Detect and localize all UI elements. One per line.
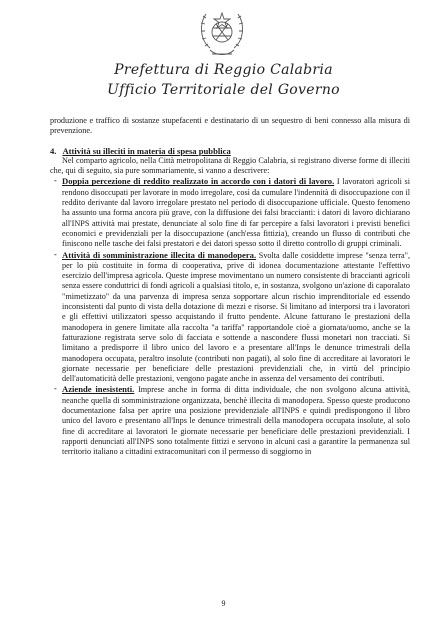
italian-republic-emblem-icon <box>196 4 248 60</box>
list-item-text: I lavoratori agricoli si rendono disoccupati per lavorare in modo irregolare, così da cumulare l'indennità di disoccupazione con il reddito derivante dal lavoro irregolare prestato nel periodo di disoccupazione ufficiale. Questo fenomeno ha assunto una forma ancora più grave, con la diffusione dei falsi braccianti: i datori di lavoro dichiarano all'INPS attività mai prestate, denunciate al solo fine di far percepire a falsi lavoratori i previsti benefici economici e previdenziali per la disoccupazione (anch'essa fittizia), creando un flusso di contributi che finiscono nelle tasche dei falsi prestatori e dei datori spesso sotto il diretto controllo di gruppi criminali. <box>62 177 410 249</box>
list-item-text: Imprese anche in forma di ditta individuale, che non svolgono alcuna attività, neanche quella di somministrazione organizzata, benchè illecita di manodopera. Spesso queste producono documentazione falsa per aprire una posizione previdenziale all'INPS e quindi predispongono il libro unico del lavoro e presentano all'Inps le denunce trimestrali della manodopera occupata insolute, al solo fine di accreditare ai lavoratori le giornate necessarie per beneficiare delle prestazioni previdenziali. I rapporti denunciati all'INPS sono totalmente fittizi e servono in alcuni casi a garantire la permanenza sul territorio italiano a cittadini extracomunitari con il permesso di soggiorno in <box>62 385 411 457</box>
list-item-title: Aziende inesistenti. <box>62 384 135 395</box>
document-body <box>50 116 410 458</box>
list-item <box>50 384 410 457</box>
intro-paragraph: produzione e traffico di sostanze stupefacenti e destinatario di un sequestro di beni connesso alla misura di prevenzione. <box>50 116 410 136</box>
list-item-text: Svolta dalle cosiddette imprese "senza terra", per lo più costituite in forma di cooperativa, prive di idonea documentazione attestante l'effettivo esercizio dell'impresa agricola. Queste imprese movimentano un numero consistente di braccianti agricoli senza essere conduttrici di fondi agricoli a qualsiasi titolo, e, in sostanza, svolgono un'azione di caporalato "mimetizzato" da una parvenza di impresa senza sopportare alcun rischio imprenditoriale ed essendo inconsistenti dal punto di vista della dotazione di mezzi e risorse. Si limitano ad interporsi tra i lavoratori e gli effettivi utilizzatori spesso acquistando il frutto pendente. Alcune fatturano le prestazioni della manodopera in genere limitate alla raccolta "a tariffa" rapportandole cioè a giornata/uomo, anche se la fatturazione registrata serve solo di facciata e sottende a nascondere flussi monetari non tracciati. Si limitano a predisporre il libro unico del lavoro e a presentare all'Inps le denunce trimestrali della manodopera occupata, peraltro insolute (contributi non pagati), al solo fine di accreditare ai lavoratori le giornate necessarie per beneficiare delle prestazioni previdenziali che, in virtù del principio dell'automaticità delle prestazioni, vengono pagate anche in assenza del versamento dei contributi. <box>62 250 410 384</box>
list-item <box>50 250 410 385</box>
section-lead: Nel comparto agricolo, nella Città metropolitana di Reggio Calabria, si registrano diverse forme di illeciti che, qui di seguito, sia pure sommariamente, si vanno a descrivere: <box>50 155 410 176</box>
list-item-title: Doppia percezione di reddito realizzato in accordo con i datori di lavoro. <box>62 176 335 187</box>
bullet-dash: - <box>54 176 57 186</box>
bullet-dash: - <box>54 249 57 259</box>
section-title: Attività su illeciti in materia di spesa pubblica <box>62 145 231 156</box>
header-ufficio: Ufficio Territoriale del Governo <box>107 82 340 98</box>
section-heading <box>50 146 410 156</box>
page-number: 9 <box>221 599 226 608</box>
list-item <box>50 176 410 249</box>
list-item-title: Attività di somministrazione illecita di manodopera. <box>62 249 257 260</box>
header-prefettura: Prefettura di Reggio Calabria <box>114 62 333 78</box>
bullet-dash: - <box>54 384 57 394</box>
section-number: 4. <box>50 145 57 156</box>
